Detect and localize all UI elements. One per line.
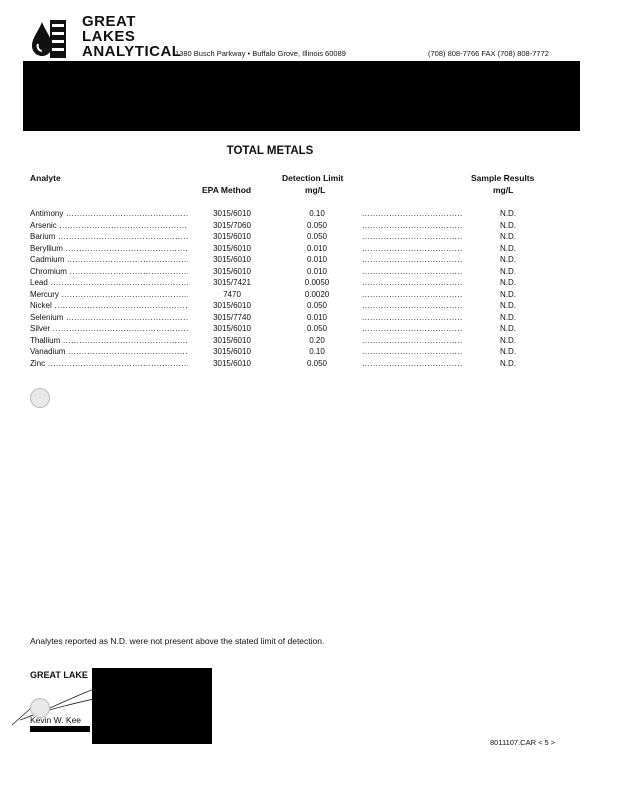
- analyte-method: 3015/6010: [213, 324, 251, 333]
- analyte-method: 3015/7740: [213, 312, 251, 322]
- analyte-method: 7470: [223, 289, 241, 299]
- table-row: [30, 290, 570, 302]
- table-row: [30, 347, 570, 359]
- column-header-analyte: Analyte: [30, 173, 61, 183]
- leader-dots: [362, 221, 462, 230]
- results-table: [30, 209, 570, 370]
- analyte-limit: 0.010: [306, 255, 328, 264]
- analyte-name: Arsenic .....: [30, 221, 188, 230]
- table-row: [30, 313, 570, 325]
- analyte-result: N.D.: [500, 278, 516, 287]
- table-row: [30, 301, 570, 313]
- redaction-strike: [30, 726, 90, 732]
- analyte-method: 3015/6010: [213, 358, 251, 368]
- leader-dots: [362, 209, 462, 218]
- analyte-limit: 0.050: [306, 220, 328, 230]
- leader-dots: [362, 324, 462, 333]
- signatory-name: Kevin W. Kee: [30, 715, 82, 725]
- analyte-limit: 0.050: [306, 232, 328, 241]
- column-header-detection-unit: mg/L: [305, 185, 326, 195]
- redaction-block-header: [23, 61, 580, 131]
- hole-punch-mark: [30, 388, 50, 408]
- table-row: [30, 324, 570, 336]
- analyte-method: 3015/6010: [213, 347, 251, 356]
- analyte-limit: 0.10: [309, 347, 325, 356]
- analyte-name: Nickel .....: [30, 301, 188, 310]
- table-row: [30, 359, 570, 371]
- analyte-result: N.D.: [500, 335, 516, 345]
- analyte-result: N.D.: [500, 347, 516, 356]
- analyte-name: Thallium .....: [30, 336, 188, 345]
- analyte-method: 3015/6010: [213, 266, 251, 276]
- table-row: [30, 267, 570, 279]
- analyte-limit: 0.010: [306, 312, 328, 322]
- analyte-result: N.D.: [500, 301, 516, 310]
- analyte-method: 3015/6010: [213, 301, 251, 310]
- analyte-result: N.D.: [500, 312, 516, 322]
- analyte-result: N.D.: [500, 255, 516, 264]
- analyte-result: N.D.: [500, 232, 516, 241]
- analyte-limit: 0.0020: [304, 289, 330, 299]
- analyte-name: Chromium .....: [30, 267, 188, 276]
- analyte-limit: 0.10: [309, 209, 325, 218]
- document-reference: 8011107.CAR < 5 >: [490, 738, 556, 747]
- analyte-result: N.D.: [500, 266, 516, 276]
- analyte-result: N.D.: [500, 243, 516, 253]
- analyte-name: Beryllium .....: [30, 244, 188, 253]
- column-header-sample-results: Sample Results: [471, 173, 535, 183]
- table-row: [30, 255, 570, 267]
- leader-dots: [362, 255, 462, 264]
- analyte-limit: 0.050: [306, 301, 328, 310]
- analyte-result: N.D.: [500, 289, 516, 299]
- analyte-result: N.D.: [500, 209, 516, 218]
- table-row: [30, 278, 570, 290]
- analyte-limit: 0.010: [306, 266, 328, 276]
- analyte-method: 3015/6010: [213, 255, 251, 264]
- company-name: GREAT LAKES ANALYTICAL: [82, 13, 182, 60]
- analyte-method: 3015/6010: [213, 209, 251, 218]
- leader-dots: [362, 347, 462, 356]
- table-row: [30, 221, 570, 233]
- analyte-result: N.D.: [500, 324, 516, 333]
- detection-note: Analytes reported as N.D. were not present above the stated limit of detection.: [30, 636, 325, 646]
- company-address: 1380 Busch Parkway • Buffalo Grove, Illinois 60089: [175, 49, 346, 58]
- column-header-method: EPA Method: [202, 185, 252, 195]
- analyte-name: Cadmium .....: [30, 255, 188, 264]
- leader-dots: [362, 267, 462, 276]
- leader-dots: [362, 290, 462, 299]
- analyte-limit: 0.010: [306, 243, 328, 253]
- table-row: [30, 336, 570, 348]
- analyte-limit: 0.050: [306, 358, 328, 368]
- company-phone: (708) 808-7766 FAX (708) 808-7772: [428, 49, 549, 58]
- signature-company: GREAT LAKE: [30, 670, 88, 680]
- analyte-method: 3015/7060: [213, 220, 251, 230]
- leader-dots: [362, 278, 462, 287]
- analyte-method: 3015/6010: [213, 243, 251, 253]
- leader-dots: [362, 244, 462, 253]
- analyte-limit: 0.0050: [304, 278, 330, 287]
- table-row: [30, 244, 570, 256]
- analyte-limit: 0.20: [309, 335, 325, 345]
- leader-dots: [362, 232, 462, 241]
- redaction-block-signature: [92, 668, 212, 744]
- analyte-name: Silver .....: [30, 324, 188, 333]
- company-logo-icon: [28, 18, 68, 60]
- leader-dots: [362, 359, 462, 368]
- analyte-name: Barium .....: [30, 232, 188, 241]
- leader-dots: [362, 336, 462, 345]
- analyte-name: Mercury .....: [30, 290, 188, 299]
- analyte-method: 3015/6010: [213, 232, 251, 241]
- column-header-detection-limit: Detection Limit: [282, 173, 344, 183]
- table-row: [30, 209, 570, 221]
- analyte-method: 3015/7421: [213, 278, 251, 287]
- analyte-name: Zinc .....: [30, 359, 188, 368]
- table-row: [30, 232, 570, 244]
- analyte-name: Vanadium .....: [30, 347, 188, 356]
- analyte-name: Antimony .....: [30, 209, 188, 218]
- analyte-result: N.D.: [500, 220, 516, 230]
- leader-dots: [362, 301, 462, 310]
- analyte-result: N.D.: [500, 358, 516, 368]
- leader-dots: [362, 313, 462, 322]
- page-title: TOTAL METALS: [226, 145, 314, 157]
- analyte-name: Selenium .....: [30, 313, 188, 322]
- column-header-sample-unit: mg/L: [493, 185, 514, 195]
- analyte-method: 3015/6010: [213, 335, 251, 345]
- analyte-name: Lead .....: [30, 278, 188, 287]
- analyte-limit: 0.050: [306, 324, 328, 333]
